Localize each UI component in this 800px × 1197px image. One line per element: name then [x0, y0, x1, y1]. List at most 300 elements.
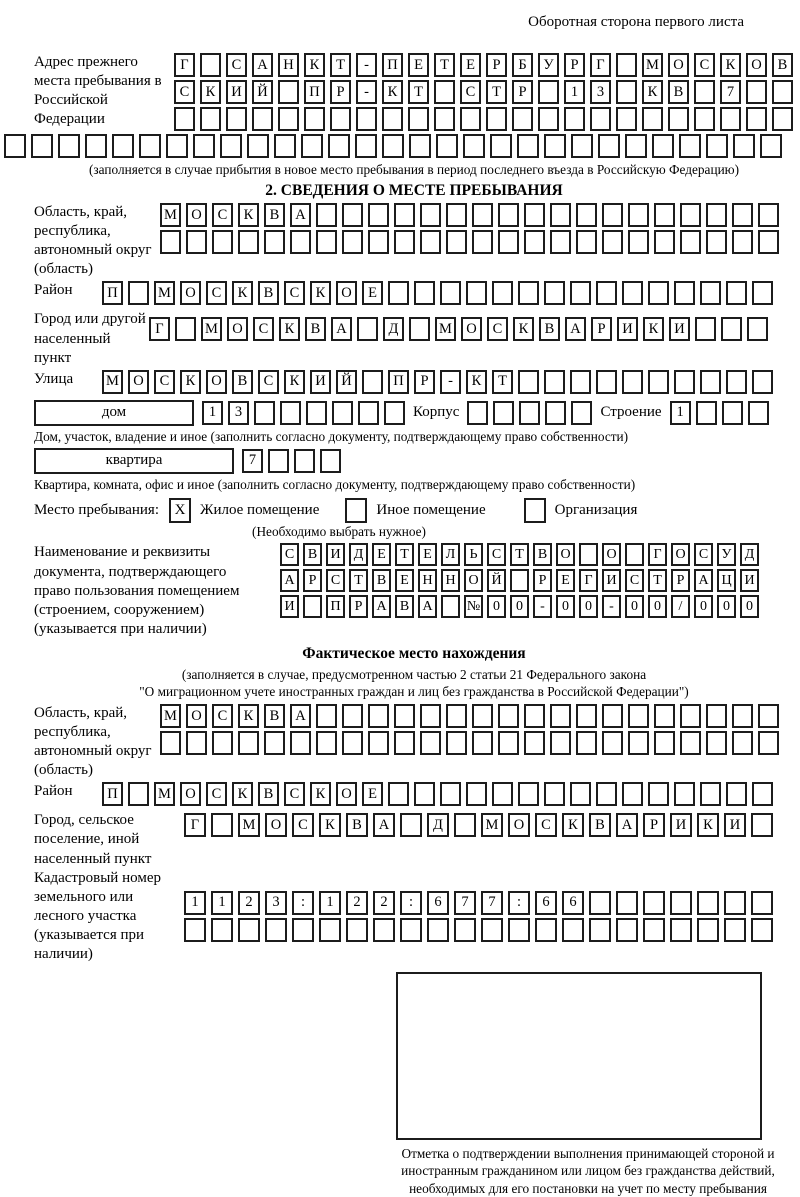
char-cell[interactable]: А	[694, 569, 713, 592]
char-cell[interactable]	[772, 107, 793, 131]
char-cell[interactable]: Г	[174, 53, 195, 77]
char-cell[interactable]: Ц	[717, 569, 736, 592]
char-cell[interactable]: Е	[362, 281, 383, 305]
char-cell[interactable]	[760, 134, 782, 158]
char-cell[interactable]	[492, 281, 513, 305]
char-cell[interactable]	[674, 370, 695, 394]
char-cell[interactable]	[427, 918, 449, 942]
char-cell[interactable]: О	[180, 281, 201, 305]
char-cell[interactable]	[252, 107, 273, 131]
char-cell[interactable]	[550, 230, 571, 254]
char-cell[interactable]	[648, 281, 669, 305]
stay-option-residential-checkbox[interactable]: X	[169, 498, 191, 523]
char-cell[interactable]: 1	[564, 80, 585, 104]
char-cell[interactable]	[544, 134, 566, 158]
char-cell[interactable]: Р	[564, 53, 585, 77]
char-cell[interactable]: К	[319, 813, 341, 837]
char-cell[interactable]	[602, 230, 623, 254]
char-cell[interactable]: О	[128, 370, 149, 394]
char-cell[interactable]: А	[373, 813, 395, 837]
char-cell[interactable]	[700, 782, 721, 806]
char-cell[interactable]	[472, 704, 493, 728]
char-cell[interactable]	[362, 370, 383, 394]
char-cell[interactable]	[697, 891, 719, 915]
char-cell[interactable]	[58, 134, 80, 158]
char-cell[interactable]	[726, 370, 747, 394]
char-cell[interactable]: С	[226, 53, 247, 77]
char-cell[interactable]: О	[206, 370, 227, 394]
char-cell[interactable]: 0	[740, 595, 759, 618]
char-cell[interactable]: К	[382, 80, 403, 104]
char-cell[interactable]: 2	[238, 891, 260, 915]
char-cell[interactable]	[346, 918, 368, 942]
char-cell[interactable]	[290, 731, 311, 755]
char-cell[interactable]: М	[154, 281, 175, 305]
char-cell[interactable]	[420, 203, 441, 227]
char-cell[interactable]	[696, 401, 717, 425]
char-cell[interactable]	[290, 230, 311, 254]
char-cell[interactable]	[726, 281, 747, 305]
char-cell[interactable]: К	[232, 281, 253, 305]
char-cell[interactable]	[414, 281, 435, 305]
char-cell[interactable]	[733, 134, 755, 158]
char-cell[interactable]	[368, 731, 389, 755]
char-cell[interactable]: Г	[149, 317, 170, 341]
char-cell[interactable]: И	[617, 317, 638, 341]
char-cell[interactable]: М	[481, 813, 503, 837]
char-cell[interactable]: А	[372, 595, 391, 618]
char-cell[interactable]	[4, 134, 26, 158]
char-cell[interactable]	[486, 107, 507, 131]
char-cell[interactable]: О	[556, 543, 575, 566]
char-cell[interactable]: У	[538, 53, 559, 77]
char-cell[interactable]: С	[694, 53, 715, 77]
char-cell[interactable]: А	[280, 569, 299, 592]
char-cell[interactable]: Т	[349, 569, 368, 592]
char-cell[interactable]: Т	[510, 543, 529, 566]
char-cell[interactable]: Й	[336, 370, 357, 394]
char-cell[interactable]: В	[232, 370, 253, 394]
char-cell[interactable]	[571, 401, 592, 425]
char-cell[interactable]: К	[279, 317, 300, 341]
char-cell[interactable]: И	[326, 543, 345, 566]
char-cell[interactable]	[732, 731, 753, 755]
char-cell[interactable]: П	[326, 595, 345, 618]
char-cell[interactable]	[648, 370, 669, 394]
char-cell[interactable]	[589, 918, 611, 942]
char-cell[interactable]	[166, 134, 188, 158]
char-cell[interactable]	[596, 281, 617, 305]
char-cell[interactable]: Е	[460, 53, 481, 77]
char-cell[interactable]	[316, 731, 337, 755]
char-cell[interactable]: М	[160, 203, 181, 227]
char-cell[interactable]	[446, 203, 467, 227]
char-cell[interactable]: Р	[533, 569, 552, 592]
char-cell[interactable]	[680, 704, 701, 728]
char-cell[interactable]	[616, 53, 637, 77]
char-cell[interactable]	[368, 704, 389, 728]
char-cell[interactable]	[394, 230, 415, 254]
char-cell[interactable]: А	[290, 704, 311, 728]
char-cell[interactable]: А	[290, 203, 311, 227]
char-cell[interactable]	[544, 281, 565, 305]
char-cell[interactable]	[616, 891, 638, 915]
char-cell[interactable]: Е	[408, 53, 429, 77]
apartment-type-box[interactable]: квартира	[34, 448, 234, 474]
char-cell[interactable]: Р	[591, 317, 612, 341]
char-cell[interactable]: С	[174, 80, 195, 104]
char-cell[interactable]: Т	[648, 569, 667, 592]
char-cell[interactable]	[622, 782, 643, 806]
char-cell[interactable]: Г	[648, 543, 667, 566]
char-cell[interactable]	[420, 230, 441, 254]
char-cell[interactable]: В	[258, 782, 279, 806]
char-cell[interactable]: 7	[454, 891, 476, 915]
char-cell[interactable]	[628, 704, 649, 728]
char-cell[interactable]	[571, 134, 593, 158]
char-cell[interactable]	[358, 401, 379, 425]
char-cell[interactable]: 1	[670, 401, 691, 425]
char-cell[interactable]: И	[310, 370, 331, 394]
char-cell[interactable]: А	[331, 317, 352, 341]
char-cell[interactable]: П	[382, 53, 403, 77]
char-cell[interactable]	[160, 230, 181, 254]
char-cell[interactable]	[193, 134, 215, 158]
char-cell[interactable]	[434, 80, 455, 104]
char-cell[interactable]: С	[280, 543, 299, 566]
char-cell[interactable]: К	[642, 80, 663, 104]
char-cell[interactable]: 6	[427, 891, 449, 915]
char-cell[interactable]	[268, 449, 289, 473]
char-cell[interactable]	[746, 107, 767, 131]
char-cell[interactable]: М	[238, 813, 260, 837]
char-cell[interactable]: И	[280, 595, 299, 618]
char-cell[interactable]: Д	[740, 543, 759, 566]
char-cell[interactable]: 1	[202, 401, 223, 425]
char-cell[interactable]: И	[226, 80, 247, 104]
char-cell[interactable]	[441, 595, 460, 618]
char-cell[interactable]	[139, 134, 161, 158]
char-cell[interactable]: С	[487, 543, 506, 566]
char-cell[interactable]: Д	[427, 813, 449, 837]
char-cell[interactable]	[200, 107, 221, 131]
char-cell[interactable]	[466, 281, 487, 305]
char-cell[interactable]	[400, 918, 422, 942]
house-type-box[interactable]: дом	[34, 400, 194, 426]
char-cell[interactable]	[616, 918, 638, 942]
char-cell[interactable]: 2	[346, 891, 368, 915]
char-cell[interactable]	[596, 370, 617, 394]
char-cell[interactable]	[670, 891, 692, 915]
char-cell[interactable]	[226, 107, 247, 131]
char-cell[interactable]: О	[227, 317, 248, 341]
char-cell[interactable]: И	[724, 813, 746, 837]
char-cell[interactable]	[751, 918, 773, 942]
char-cell[interactable]	[751, 891, 773, 915]
char-cell[interactable]	[643, 918, 665, 942]
char-cell[interactable]: У	[717, 543, 736, 566]
char-cell[interactable]	[602, 203, 623, 227]
char-cell[interactable]: К	[720, 53, 741, 77]
char-cell[interactable]	[524, 203, 545, 227]
char-cell[interactable]	[680, 731, 701, 755]
char-cell[interactable]: О	[180, 782, 201, 806]
char-cell[interactable]	[355, 134, 377, 158]
char-cell[interactable]: :	[508, 891, 530, 915]
char-cell[interactable]: В	[303, 543, 322, 566]
char-cell[interactable]	[751, 813, 773, 837]
char-cell[interactable]: М	[642, 53, 663, 77]
char-cell[interactable]: Р	[330, 80, 351, 104]
char-cell[interactable]	[519, 401, 540, 425]
char-cell[interactable]	[550, 731, 571, 755]
char-cell[interactable]: Р	[414, 370, 435, 394]
char-cell[interactable]: К	[200, 80, 221, 104]
char-cell[interactable]	[616, 107, 637, 131]
char-cell[interactable]: М	[154, 782, 175, 806]
char-cell[interactable]	[294, 449, 315, 473]
char-cell[interactable]	[472, 203, 493, 227]
char-cell[interactable]	[747, 317, 768, 341]
char-cell[interactable]	[220, 134, 242, 158]
char-cell[interactable]	[400, 813, 422, 837]
char-cell[interactable]: Б	[512, 53, 533, 77]
char-cell[interactable]	[211, 813, 233, 837]
char-cell[interactable]	[278, 80, 299, 104]
char-cell[interactable]: 1	[184, 891, 206, 915]
char-cell[interactable]	[342, 731, 363, 755]
char-cell[interactable]: Г	[590, 53, 611, 77]
char-cell[interactable]	[434, 107, 455, 131]
char-cell[interactable]: С	[284, 281, 305, 305]
char-cell[interactable]	[446, 731, 467, 755]
char-cell[interactable]: 1	[319, 891, 341, 915]
char-cell[interactable]	[238, 731, 259, 755]
char-cell[interactable]	[128, 281, 149, 305]
char-cell[interactable]: К	[310, 782, 331, 806]
char-cell[interactable]: :	[400, 891, 422, 915]
char-cell[interactable]: М	[102, 370, 123, 394]
char-cell[interactable]	[394, 704, 415, 728]
char-cell[interactable]: 0	[625, 595, 644, 618]
char-cell[interactable]	[589, 891, 611, 915]
char-cell[interactable]: В	[533, 543, 552, 566]
char-cell[interactable]: Р	[671, 569, 690, 592]
char-cell[interactable]	[342, 704, 363, 728]
char-cell[interactable]: Л	[441, 543, 460, 566]
char-cell[interactable]	[654, 230, 675, 254]
char-cell[interactable]	[652, 134, 674, 158]
char-cell[interactable]: Е	[395, 569, 414, 592]
char-cell[interactable]: С	[154, 370, 175, 394]
char-cell[interactable]	[332, 401, 353, 425]
char-cell[interactable]	[356, 107, 377, 131]
char-cell[interactable]: 1	[211, 891, 233, 915]
char-cell[interactable]: К	[180, 370, 201, 394]
char-cell[interactable]: П	[388, 370, 409, 394]
char-cell[interactable]	[562, 918, 584, 942]
char-cell[interactable]	[518, 782, 539, 806]
char-cell[interactable]	[518, 370, 539, 394]
char-cell[interactable]: О	[746, 53, 767, 77]
char-cell[interactable]: 0	[694, 595, 713, 618]
char-cell[interactable]	[472, 230, 493, 254]
char-cell[interactable]: 7	[242, 449, 263, 473]
char-cell[interactable]: Е	[556, 569, 575, 592]
char-cell[interactable]: К	[238, 704, 259, 728]
char-cell[interactable]	[694, 107, 715, 131]
char-cell[interactable]	[498, 731, 519, 755]
char-cell[interactable]	[414, 782, 435, 806]
char-cell[interactable]	[732, 230, 753, 254]
char-cell[interactable]: -	[440, 370, 461, 394]
char-cell[interactable]: Т	[330, 53, 351, 77]
char-cell[interactable]: 6	[562, 891, 584, 915]
char-cell[interactable]: В	[346, 813, 368, 837]
char-cell[interactable]	[254, 401, 275, 425]
char-cell[interactable]	[212, 731, 233, 755]
char-cell[interactable]	[654, 203, 675, 227]
char-cell[interactable]: Г	[184, 813, 206, 837]
char-cell[interactable]: К	[643, 317, 664, 341]
char-cell[interactable]: О	[461, 317, 482, 341]
char-cell[interactable]: Р	[486, 53, 507, 77]
char-cell[interactable]: Й	[487, 569, 506, 592]
char-cell[interactable]	[306, 401, 327, 425]
char-cell[interactable]: Н	[441, 569, 460, 592]
char-cell[interactable]	[160, 731, 181, 755]
char-cell[interactable]	[440, 782, 461, 806]
char-cell[interactable]: 2	[373, 891, 395, 915]
char-cell[interactable]: А	[565, 317, 586, 341]
char-cell[interactable]	[512, 107, 533, 131]
char-cell[interactable]	[648, 782, 669, 806]
char-cell[interactable]: :	[292, 891, 314, 915]
char-cell[interactable]: Н	[278, 53, 299, 77]
char-cell[interactable]	[679, 134, 701, 158]
char-cell[interactable]: Т	[486, 80, 507, 104]
char-cell[interactable]: -	[356, 53, 377, 77]
char-cell[interactable]	[498, 230, 519, 254]
char-cell[interactable]	[373, 918, 395, 942]
char-cell[interactable]	[454, 813, 476, 837]
char-cell[interactable]	[357, 317, 378, 341]
char-cell[interactable]	[680, 203, 701, 227]
char-cell[interactable]: К	[284, 370, 305, 394]
char-cell[interactable]	[680, 230, 701, 254]
char-cell[interactable]	[238, 918, 260, 942]
char-cell[interactable]	[303, 595, 322, 618]
char-cell[interactable]: А	[418, 595, 437, 618]
char-cell[interactable]: -	[533, 595, 552, 618]
char-cell[interactable]	[706, 134, 728, 158]
char-cell[interactable]	[668, 107, 689, 131]
char-cell[interactable]: В	[539, 317, 560, 341]
char-cell[interactable]	[382, 107, 403, 131]
char-cell[interactable]	[695, 317, 716, 341]
char-cell[interactable]: К	[562, 813, 584, 837]
char-cell[interactable]	[388, 281, 409, 305]
char-cell[interactable]: В	[589, 813, 611, 837]
char-cell[interactable]	[212, 230, 233, 254]
char-cell[interactable]: 3	[590, 80, 611, 104]
char-cell[interactable]	[508, 918, 530, 942]
char-cell[interactable]	[628, 731, 649, 755]
char-cell[interactable]: Р	[349, 595, 368, 618]
char-cell[interactable]	[550, 704, 571, 728]
char-cell[interactable]: А	[616, 813, 638, 837]
char-cell[interactable]	[772, 80, 793, 104]
char-cell[interactable]: С	[212, 203, 233, 227]
char-cell[interactable]: А	[252, 53, 273, 77]
char-cell[interactable]: О	[186, 203, 207, 227]
char-cell[interactable]: С	[535, 813, 557, 837]
char-cell[interactable]	[570, 782, 591, 806]
char-cell[interactable]	[625, 543, 644, 566]
char-cell[interactable]: Е	[418, 543, 437, 566]
char-cell[interactable]: -	[602, 595, 621, 618]
char-cell[interactable]	[694, 80, 715, 104]
char-cell[interactable]: К	[466, 370, 487, 394]
char-cell[interactable]: О	[336, 782, 357, 806]
char-cell[interactable]: Й	[252, 80, 273, 104]
char-cell[interactable]	[463, 134, 485, 158]
char-cell[interactable]: Р	[512, 80, 533, 104]
char-cell[interactable]: 3	[228, 401, 249, 425]
char-cell[interactable]: И	[669, 317, 690, 341]
char-cell[interactable]: Е	[372, 543, 391, 566]
char-cell[interactable]	[436, 134, 458, 158]
char-cell[interactable]	[538, 80, 559, 104]
char-cell[interactable]	[674, 782, 695, 806]
char-cell[interactable]	[724, 918, 746, 942]
char-cell[interactable]	[498, 203, 519, 227]
char-cell[interactable]	[510, 569, 529, 592]
char-cell[interactable]	[85, 134, 107, 158]
char-cell[interactable]: 0	[717, 595, 736, 618]
char-cell[interactable]	[274, 134, 296, 158]
char-cell[interactable]	[602, 704, 623, 728]
char-cell[interactable]	[706, 704, 727, 728]
char-cell[interactable]: К	[310, 281, 331, 305]
char-cell[interactable]	[732, 704, 753, 728]
char-cell[interactable]	[545, 401, 566, 425]
char-cell[interactable]: О	[508, 813, 530, 837]
char-cell[interactable]	[726, 782, 747, 806]
char-cell[interactable]: С	[284, 782, 305, 806]
char-cell[interactable]: М	[160, 704, 181, 728]
char-cell[interactable]	[697, 918, 719, 942]
char-cell[interactable]: 0	[579, 595, 598, 618]
char-cell[interactable]	[535, 918, 557, 942]
char-cell[interactable]	[758, 704, 779, 728]
char-cell[interactable]	[643, 891, 665, 915]
char-cell[interactable]: Г	[579, 569, 598, 592]
char-cell[interactable]: О	[668, 53, 689, 77]
char-cell[interactable]: В	[258, 281, 279, 305]
char-cell[interactable]: П	[102, 782, 123, 806]
char-cell[interactable]	[174, 107, 195, 131]
char-cell[interactable]	[625, 134, 647, 158]
char-cell[interactable]	[654, 731, 675, 755]
char-cell[interactable]: Ь	[464, 543, 483, 566]
char-cell[interactable]	[330, 107, 351, 131]
char-cell[interactable]: В	[264, 203, 285, 227]
char-cell[interactable]	[544, 782, 565, 806]
char-cell[interactable]: С	[212, 704, 233, 728]
char-cell[interactable]	[368, 203, 389, 227]
char-cell[interactable]	[31, 134, 53, 158]
